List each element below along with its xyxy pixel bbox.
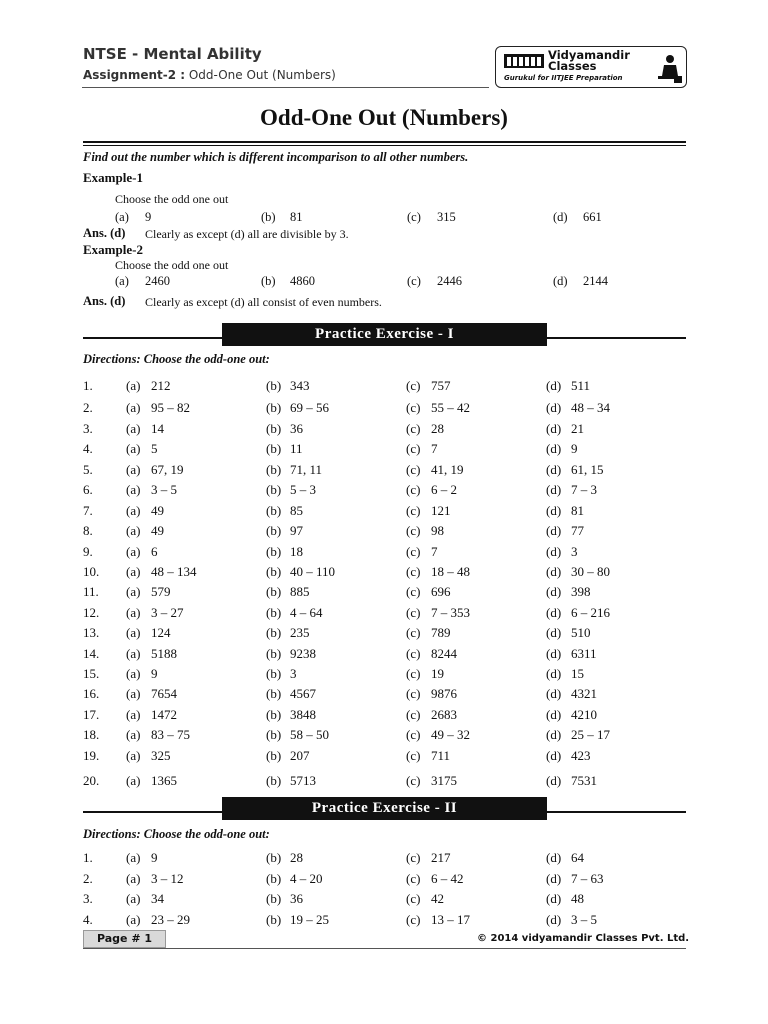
header-subtitle-bold: Assignment-2 : <box>83 68 186 82</box>
option-value-b: 3848 <box>290 707 316 722</box>
option-value-a: 212 <box>151 378 171 393</box>
option-label-a: (a) <box>126 605 141 620</box>
option-value-a: 49 <box>151 523 164 538</box>
option-label-a: (a) <box>126 544 141 559</box>
option-value-c: 3175 <box>431 773 457 788</box>
option-value-a: 23 – 29 <box>151 912 190 927</box>
option-label-b: (b) <box>261 274 276 288</box>
option-label-b: (b) <box>266 584 282 599</box>
option-value-b: 5 – 3 <box>290 482 316 497</box>
option-label-d: (d) <box>546 564 562 579</box>
option-label-a: (a) <box>126 482 141 497</box>
example-2-label: Example-2 <box>83 242 143 257</box>
question-row <box>0 503 768 523</box>
option-value-b: 3 <box>290 666 297 681</box>
question-number: 7. <box>83 503 93 518</box>
option-value-a: 34 <box>151 891 164 906</box>
option-label-d: (d) <box>546 686 562 701</box>
option-value-d: 398 <box>571 584 591 599</box>
option-label-c: (c) <box>406 912 421 927</box>
option-label-c: (c) <box>407 210 421 224</box>
option-value-a: 325 <box>151 748 171 763</box>
question-number: 2. <box>83 871 93 886</box>
option-label-c: (c) <box>406 564 421 579</box>
option-value-d: 3 <box>571 544 578 559</box>
option-label-d: (d) <box>546 707 562 722</box>
option-label-c: (c) <box>406 462 421 477</box>
option-label-b: (b) <box>261 210 276 224</box>
option-label-d: (d) <box>546 378 562 393</box>
page-number: Page # 1 <box>83 930 166 948</box>
title-rule-thin <box>83 145 686 146</box>
option-label-d: (d) <box>546 544 562 559</box>
question-row <box>0 625 768 645</box>
option-value-a: 67, 19 <box>151 462 184 477</box>
option-value-b: 36 <box>290 891 303 906</box>
option-value-d: 30 – 80 <box>571 564 610 579</box>
option-value-c: 2683 <box>431 707 457 722</box>
option-value-b: 69 – 56 <box>290 400 329 415</box>
option-value-d: 64 <box>571 850 584 865</box>
option-value-d: 61, 15 <box>571 462 604 477</box>
option-value-a: 48 – 134 <box>151 564 197 579</box>
option-value-b: 28 <box>290 850 303 865</box>
option-label-a: (a) <box>126 625 141 640</box>
question-row <box>0 707 768 727</box>
option-label-b: (b) <box>266 646 282 661</box>
question-row <box>0 584 768 604</box>
option-value-c: 41, 19 <box>431 462 464 477</box>
option-label-d: (d) <box>553 274 568 288</box>
title-rule-thick <box>83 141 686 143</box>
option-label-b: (b) <box>266 748 282 763</box>
question-row <box>0 378 768 398</box>
option-value-a: 3 – 27 <box>151 605 184 620</box>
option-value-d: 25 – 17 <box>571 727 610 742</box>
option-label-d: (d) <box>546 773 562 788</box>
example-1-label: Example-1 <box>83 170 143 185</box>
option-value-a: 1472 <box>151 707 177 722</box>
example-1-option-c: 315 <box>437 210 456 224</box>
question-row <box>0 544 768 564</box>
question-row <box>0 646 768 666</box>
example-1-answer-label: Ans. (d) <box>83 226 126 240</box>
option-label-c: (c) <box>406 666 421 681</box>
option-value-b: 343 <box>290 378 310 393</box>
option-label-d: (d) <box>546 482 562 497</box>
option-value-d: 81 <box>571 503 584 518</box>
option-label-d: (d) <box>546 523 562 538</box>
question-row <box>0 564 768 584</box>
option-label-c: (c) <box>407 274 421 288</box>
header-divider <box>82 87 489 88</box>
option-value-c: 49 – 32 <box>431 727 470 742</box>
option-label-b: (b) <box>266 544 282 559</box>
option-value-b: 4 – 64 <box>290 605 323 620</box>
option-label-d: (d) <box>546 727 562 742</box>
option-label-c: (c) <box>406 850 421 865</box>
question-row <box>0 912 768 932</box>
option-label-c: (c) <box>406 625 421 640</box>
question-number: 6. <box>83 482 93 497</box>
option-value-a: 9 <box>151 666 158 681</box>
question-number: 15. <box>83 666 100 681</box>
option-value-d: 6 – 216 <box>571 605 610 620</box>
option-value-b: 97 <box>290 523 303 538</box>
option-value-a: 124 <box>151 625 171 640</box>
option-label-a: (a) <box>126 891 141 906</box>
option-label-c: (c) <box>406 378 421 393</box>
exercise-1-directions: Directions: Choose the odd-one out: <box>83 352 270 366</box>
option-label-a: (a) <box>126 400 141 415</box>
option-label-a: (a) <box>126 871 141 886</box>
option-value-c: 7 – 353 <box>431 605 470 620</box>
option-label-d: (d) <box>546 871 562 886</box>
option-value-d: 423 <box>571 748 591 763</box>
option-value-c: 7 <box>431 544 438 559</box>
option-label-d: (d) <box>546 503 562 518</box>
option-label-d: (d) <box>546 625 562 640</box>
question-number: 13. <box>83 625 100 640</box>
question-row <box>0 462 768 482</box>
option-value-d: 48 – 34 <box>571 400 610 415</box>
option-label-b: (b) <box>266 503 282 518</box>
option-value-d: 511 <box>571 378 591 393</box>
example-2-options <box>0 274 768 292</box>
question-number: 2. <box>83 400 93 415</box>
option-value-b: 5713 <box>290 773 316 788</box>
option-value-a: 1365 <box>151 773 177 788</box>
option-label-b: (b) <box>266 727 282 742</box>
option-label-a: (a) <box>126 523 141 538</box>
option-label-b: (b) <box>266 707 282 722</box>
brand-name-line2: Classes <box>548 59 597 73</box>
option-value-b: 9238 <box>290 646 316 661</box>
option-value-b: 19 – 25 <box>290 912 329 927</box>
option-value-d: 77 <box>571 523 584 538</box>
option-value-c: 9876 <box>431 686 457 701</box>
student-at-desk-icon <box>656 52 684 84</box>
option-label-b: (b) <box>266 564 282 579</box>
option-label-a: (a) <box>126 686 141 701</box>
option-value-a: 9 <box>151 850 158 865</box>
page-title: Odd-One Out (Numbers) <box>260 105 508 130</box>
option-value-a: 83 – 75 <box>151 727 190 742</box>
option-value-d: 4321 <box>571 686 597 701</box>
question-row <box>0 421 768 441</box>
option-value-c: 121 <box>431 503 451 518</box>
option-label-a: (a) <box>126 646 141 661</box>
option-label-c: (c) <box>406 421 421 436</box>
option-value-a: 5188 <box>151 646 177 661</box>
option-label-b: (b) <box>266 605 282 620</box>
option-value-a: 579 <box>151 584 171 599</box>
option-label-c: (c) <box>406 400 421 415</box>
option-value-c: 28 <box>431 421 444 436</box>
brand-name-line1: Vidyamandir <box>548 48 630 62</box>
option-value-d: 510 <box>571 625 591 640</box>
option-value-a: 49 <box>151 503 164 518</box>
option-value-d: 7 – 63 <box>571 871 604 886</box>
option-label-d: (d) <box>546 912 562 927</box>
option-label-d: (d) <box>546 748 562 763</box>
option-label-a: (a) <box>126 850 141 865</box>
option-label-b: (b) <box>266 462 282 477</box>
option-value-b: 40 – 110 <box>290 564 336 579</box>
option-value-c: 18 – 48 <box>431 564 470 579</box>
option-value-c: 711 <box>431 748 451 763</box>
option-label-a: (a) <box>126 748 141 763</box>
option-label-a: (a) <box>126 503 141 518</box>
option-label-a: (a) <box>115 210 129 224</box>
question-row <box>0 891 768 911</box>
option-value-a: 3 – 5 <box>151 482 177 497</box>
option-value-a: 5 <box>151 441 158 456</box>
option-label-c: (c) <box>406 748 421 763</box>
brand-logo <box>495 46 687 88</box>
option-value-b: 58 – 50 <box>290 727 329 742</box>
question-row <box>0 773 768 793</box>
option-label-c: (c) <box>406 773 421 788</box>
question-number: 8. <box>83 523 93 538</box>
option-value-a: 95 – 82 <box>151 400 190 415</box>
example-1-prompt: Choose the odd one out <box>115 192 229 206</box>
footer-divider <box>83 948 686 949</box>
option-label-b: (b) <box>266 625 282 640</box>
option-label-c: (c) <box>406 727 421 742</box>
question-row <box>0 686 768 706</box>
option-value-d: 7531 <box>571 773 597 788</box>
option-label-a: (a) <box>115 274 129 288</box>
option-label-a: (a) <box>126 584 141 599</box>
option-value-d: 3 – 5 <box>571 912 597 927</box>
option-value-b: 11 <box>290 441 303 456</box>
option-value-c: 8244 <box>431 646 457 661</box>
option-label-a: (a) <box>126 773 141 788</box>
option-value-a: 6 <box>151 544 158 559</box>
header-subtitle <box>83 68 336 82</box>
question-number: 4. <box>83 441 93 456</box>
option-label-a: (a) <box>126 666 141 681</box>
example-1-option-a: 9 <box>145 210 152 224</box>
exercise-2-banner: Practice Exercise - II <box>222 797 547 820</box>
example-2-option-b: 4860 <box>290 274 315 288</box>
option-label-c: (c) <box>406 646 421 661</box>
option-label-d: (d) <box>553 210 568 224</box>
option-label-d: (d) <box>546 421 562 436</box>
option-label-d: (d) <box>546 605 562 620</box>
option-label-d: (d) <box>546 666 562 681</box>
option-value-c: 6 – 2 <box>431 482 457 497</box>
option-label-a: (a) <box>126 378 141 393</box>
option-label-b: (b) <box>266 891 282 906</box>
option-label-b: (b) <box>266 686 282 701</box>
option-label-a: (a) <box>126 707 141 722</box>
option-value-d: 21 <box>571 421 584 436</box>
question-row <box>0 666 768 686</box>
option-label-c: (c) <box>406 891 421 906</box>
question-number: 10. <box>83 564 100 579</box>
option-label-a: (a) <box>126 421 141 436</box>
question-row <box>0 482 768 502</box>
header-title: NTSE - Mental Ability <box>83 45 262 63</box>
option-label-a: (a) <box>126 564 141 579</box>
question-row <box>0 850 768 870</box>
option-label-b: (b) <box>266 912 282 927</box>
option-label-c: (c) <box>406 441 421 456</box>
question-row <box>0 605 768 625</box>
exercise-1-banner: Practice Exercise - I <box>222 323 547 346</box>
exercise-2-directions: Directions: Choose the odd-one out: <box>83 827 270 841</box>
example-2-option-d: 2144 <box>583 274 608 288</box>
option-value-c: 7 <box>431 441 438 456</box>
option-label-a: (a) <box>126 441 141 456</box>
option-label-b: (b) <box>266 523 282 538</box>
question-number: 5. <box>83 462 93 477</box>
option-label-d: (d) <box>546 584 562 599</box>
option-value-b: 85 <box>290 503 303 518</box>
question-number: 3. <box>83 421 93 436</box>
question-number: 16. <box>83 686 100 701</box>
book-icon <box>504 54 544 68</box>
option-value-d: 15 <box>571 666 584 681</box>
option-value-c: 98 <box>431 523 444 538</box>
option-value-d: 7 – 3 <box>571 482 597 497</box>
option-value-b: 71, 11 <box>290 462 323 477</box>
option-label-c: (c) <box>406 871 421 886</box>
option-value-a: 3 – 12 <box>151 871 184 886</box>
option-value-b: 207 <box>290 748 310 763</box>
question-number: 18. <box>83 727 100 742</box>
example-2-answer-text: Clearly as except (d) all consist of even numbers. <box>145 295 382 309</box>
question-row <box>0 441 768 461</box>
option-label-b: (b) <box>266 666 282 681</box>
option-label-c: (c) <box>406 605 421 620</box>
header-subtitle-rest: Odd-One Out (Numbers) <box>185 68 336 82</box>
option-label-a: (a) <box>126 462 141 477</box>
question-row <box>0 871 768 891</box>
option-label-b: (b) <box>266 850 282 865</box>
option-value-c: 6 – 42 <box>431 871 464 886</box>
option-value-c: 217 <box>431 850 451 865</box>
option-label-c: (c) <box>406 584 421 599</box>
example-2-prompt: Choose the odd one out <box>115 258 229 272</box>
option-label-d: (d) <box>546 441 562 456</box>
brand-name <box>548 50 630 72</box>
option-label-d: (d) <box>546 462 562 477</box>
question-row <box>0 523 768 543</box>
option-label-b: (b) <box>266 482 282 497</box>
option-value-c: 42 <box>431 891 444 906</box>
option-label-d: (d) <box>546 891 562 906</box>
option-value-c: 55 – 42 <box>431 400 470 415</box>
question-number: 1. <box>83 850 93 865</box>
question-number: 1. <box>83 378 93 393</box>
question-number: 20. <box>83 773 100 788</box>
question-row <box>0 748 768 768</box>
option-value-c: 757 <box>431 378 451 393</box>
option-value-b: 235 <box>290 625 310 640</box>
option-value-c: 13 – 17 <box>431 912 470 927</box>
question-number: 17. <box>83 707 100 722</box>
option-label-c: (c) <box>406 686 421 701</box>
option-label-b: (b) <box>266 441 282 456</box>
option-value-b: 36 <box>290 421 303 436</box>
option-value-b: 885 <box>290 584 310 599</box>
question-number: 12. <box>83 605 100 620</box>
option-label-b: (b) <box>266 400 282 415</box>
copyright-notice: © 2014 vidyamandir Classes Pvt. Ltd. <box>477 933 690 944</box>
question-number: 4. <box>83 912 93 927</box>
option-value-a: 14 <box>151 421 164 436</box>
example-2-option-a: 2460 <box>145 274 170 288</box>
example-2-option-c: 2446 <box>437 274 462 288</box>
option-value-d: 4210 <box>571 707 597 722</box>
option-value-d: 9 <box>571 441 578 456</box>
option-label-d: (d) <box>546 400 562 415</box>
option-label-c: (c) <box>406 707 421 722</box>
question-number: 11. <box>83 584 99 599</box>
option-label-d: (d) <box>546 646 562 661</box>
option-value-b: 4 – 20 <box>290 871 323 886</box>
option-label-a: (a) <box>126 727 141 742</box>
option-label-b: (b) <box>266 421 282 436</box>
option-value-b: 4567 <box>290 686 316 701</box>
option-value-c: 19 <box>431 666 444 681</box>
option-value-d: 48 <box>571 891 584 906</box>
option-value-c: 789 <box>431 625 451 640</box>
brand-tagline: Gurukul for IITJEE Preparation <box>504 74 623 82</box>
option-label-b: (b) <box>266 773 282 788</box>
question-row <box>0 400 768 420</box>
option-label-c: (c) <box>406 503 421 518</box>
intro-instruction: Find out the number which is different incomparison to all other numbers. <box>83 150 469 164</box>
option-value-b: 18 <box>290 544 303 559</box>
option-value-a: 7654 <box>151 686 177 701</box>
option-label-b: (b) <box>266 378 282 393</box>
question-number: 3. <box>83 891 93 906</box>
option-value-d: 6311 <box>571 646 597 661</box>
example-2-answer-label: Ans. (d) <box>83 294 126 308</box>
question-number: 14. <box>83 646 100 661</box>
question-number: 9. <box>83 544 93 559</box>
option-label-c: (c) <box>406 544 421 559</box>
option-label-a: (a) <box>126 912 141 927</box>
example-1-option-b: 81 <box>290 210 303 224</box>
question-number: 19. <box>83 748 100 763</box>
example-1-option-d: 661 <box>583 210 602 224</box>
option-label-b: (b) <box>266 871 282 886</box>
option-label-c: (c) <box>406 523 421 538</box>
option-value-c: 696 <box>431 584 451 599</box>
example-1-answer-text: Clearly as except (d) all are divisible by 3. <box>145 227 349 241</box>
option-label-d: (d) <box>546 850 562 865</box>
option-label-c: (c) <box>406 482 421 497</box>
question-row <box>0 727 768 747</box>
